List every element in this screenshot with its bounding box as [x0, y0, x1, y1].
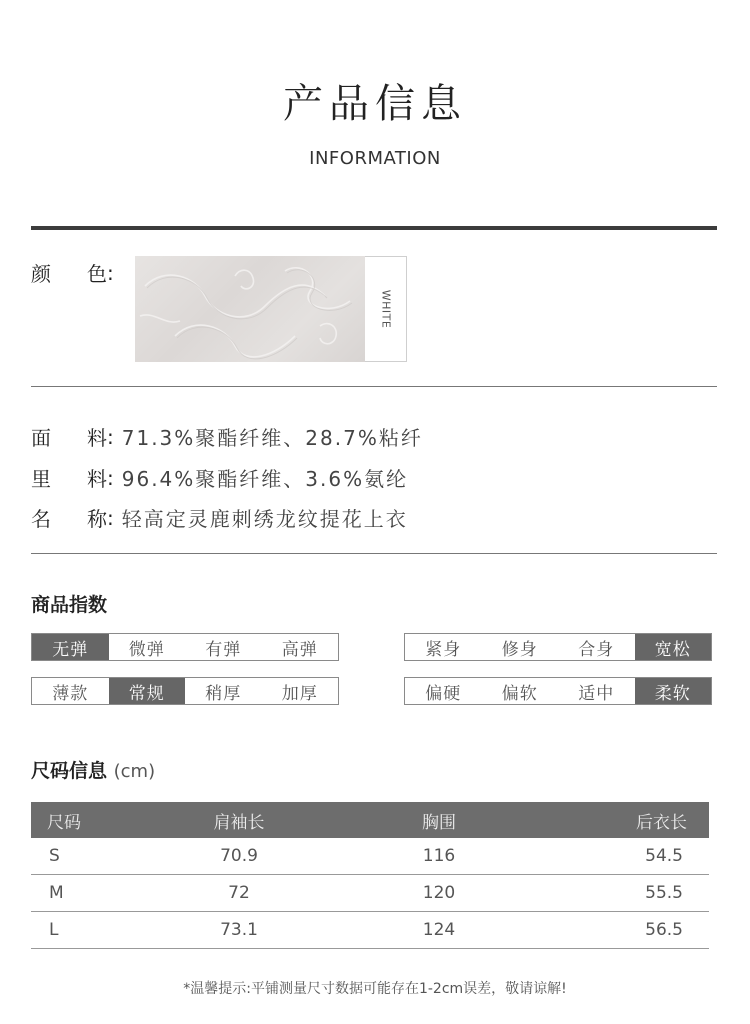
thickness-option: 常规 — [109, 678, 186, 704]
color-swatch-tag — [365, 256, 407, 362]
page-title: 产品信息 — [283, 81, 467, 127]
cell-sleeve-length: 70.9 — [139, 838, 339, 875]
cell-sleeve-length: 72 — [139, 875, 339, 912]
fabric-outer-value: 71.3%聚酯纤维、28.7%粘纤 — [121, 426, 423, 450]
fit-option: 紧身 — [425, 639, 462, 660]
jacquard-pattern — [135, 256, 365, 362]
color-name-label: WHITE — [379, 289, 392, 329]
product-name-row — [31, 503, 408, 532]
fit-scale — [404, 633, 712, 661]
fabric-outer-colon: : — [107, 424, 114, 449]
fabric-outer-row — [31, 422, 423, 451]
fabric-outer-char-1: 面 — [31, 426, 51, 450]
fit-option: 修身 — [501, 639, 538, 660]
product-name-colon: : — [107, 505, 114, 530]
size-unit: (cm) — [113, 761, 156, 782]
color-swatch-image — [135, 256, 365, 362]
softness-scale — [404, 677, 712, 705]
size-table — [31, 802, 709, 949]
index-section-title: 商品指数 — [31, 594, 108, 616]
elasticity-option: 有弹 — [205, 639, 242, 660]
elasticity-option: 微弹 — [128, 639, 165, 660]
header-chest: 胸围 — [339, 802, 539, 838]
cell-size: S — [31, 838, 139, 875]
table-row — [31, 912, 709, 949]
fabric-outer-char-2: 料 — [87, 426, 107, 450]
fabric-lining-char-2: 料 — [87, 467, 107, 491]
elasticity-scale — [31, 633, 339, 661]
cell-sleeve-length: 73.1 — [139, 912, 339, 949]
fabric-lining-row — [31, 463, 408, 492]
header-size: 尺码 — [31, 802, 139, 838]
fabric-lining-colon: : — [107, 465, 114, 490]
cell-back-length: 55.5 — [539, 875, 709, 912]
cell-size: L — [31, 912, 139, 949]
table-row — [31, 875, 709, 912]
size-section-label: 尺码信息 — [31, 760, 108, 782]
header-sleeve-length: 肩袖长 — [139, 802, 339, 838]
table-row — [31, 838, 709, 875]
color-label-colon: : — [107, 260, 114, 285]
thickness-option: 稍厚 — [205, 683, 242, 704]
cell-back-length: 54.5 — [539, 838, 709, 875]
size-section-title — [31, 756, 155, 783]
fabric-lining-char-1: 里 — [31, 467, 51, 491]
thickness-scale — [31, 677, 339, 705]
product-name-value: 轻高定灵鹿刺绣龙纹提花上衣 — [121, 507, 408, 531]
elasticity-option: 高弹 — [281, 639, 318, 660]
size-table-header — [31, 802, 709, 838]
cell-size: M — [31, 875, 139, 912]
cell-chest: 120 — [339, 875, 539, 912]
color-label-char-2: 色 — [87, 262, 107, 286]
cell-chest: 124 — [339, 912, 539, 949]
color-label-char-1: 颜 — [31, 262, 51, 286]
fit-option: 宽松 — [635, 634, 712, 660]
thickness-option: 薄款 — [52, 683, 89, 704]
page-subtitle: INFORMATION — [309, 148, 441, 169]
measurement-note: *温馨提示:平铺测量尺寸数据可能存在1-2cm误差，敬请谅解! — [183, 981, 567, 997]
softness-option: 适中 — [578, 683, 615, 704]
color-label — [31, 258, 122, 287]
divider-2 — [31, 553, 717, 554]
divider-1 — [31, 386, 717, 387]
fabric-lining-value: 96.4%聚酯纤维、3.6%氨纶 — [121, 467, 409, 491]
header-divider — [31, 226, 717, 230]
softness-option: 偏硬 — [425, 683, 462, 704]
product-name-char-1: 名 — [31, 507, 51, 531]
header-back-length: 后衣长 — [539, 802, 709, 838]
cell-back-length: 56.5 — [539, 912, 709, 949]
elasticity-option: 无弹 — [32, 634, 109, 660]
product-name-char-2: 称 — [87, 507, 107, 531]
fit-option: 合身 — [578, 639, 615, 660]
thickness-option: 加厚 — [281, 683, 318, 704]
cell-chest: 116 — [339, 838, 539, 875]
softness-option: 偏软 — [501, 683, 538, 704]
softness-option: 柔软 — [635, 678, 712, 704]
